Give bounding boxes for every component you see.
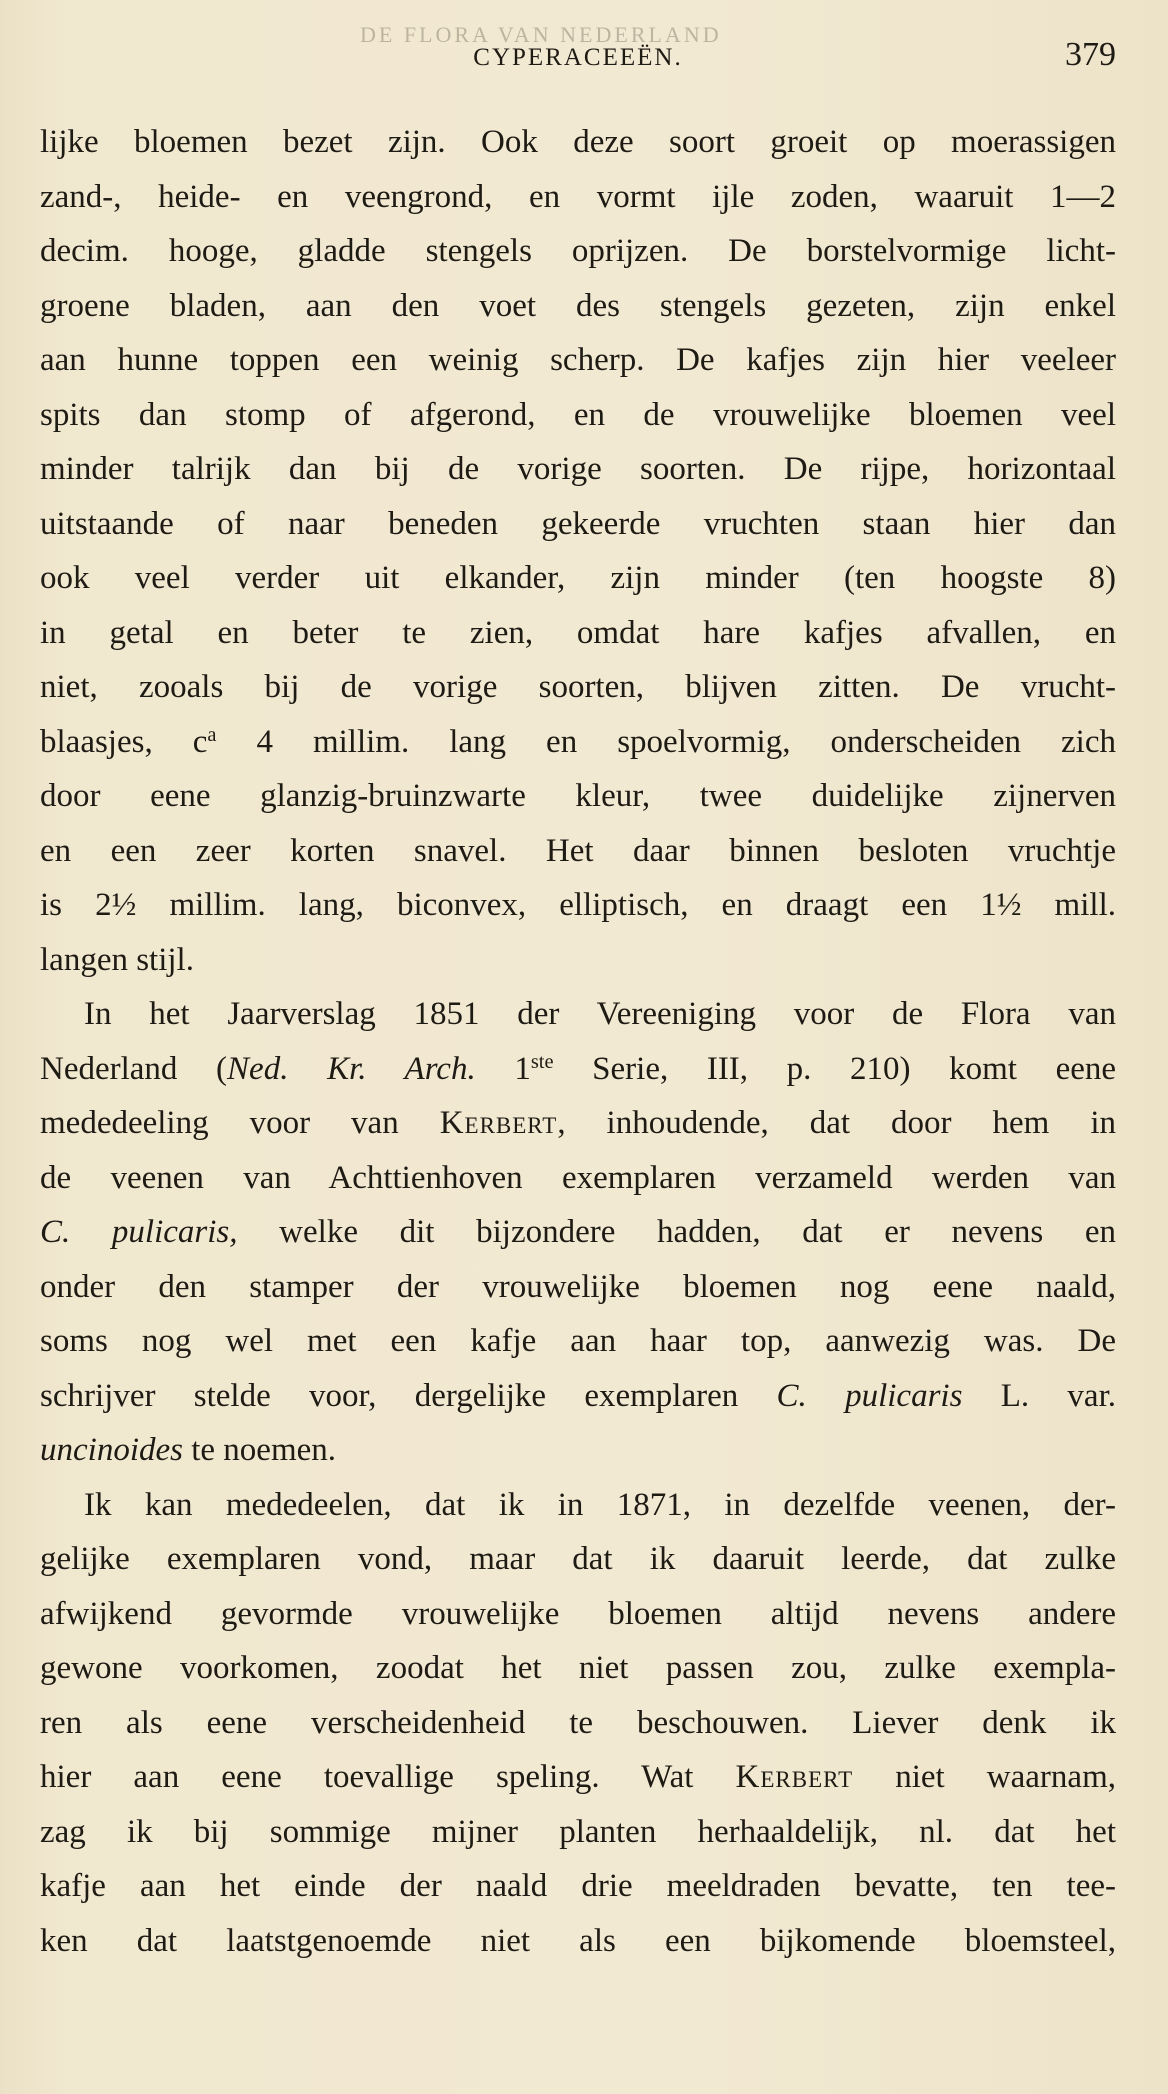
text-line [40,1042,1116,1097]
text-line [40,1750,1116,1805]
text-run: 1 [475,1050,531,1087]
text-run: , inhoudende, dat door hem in [557,1105,1116,1141]
author-name: Kerbert [439,1105,558,1141]
text-line: langen stijl. [40,941,194,978]
superscript: a [207,723,217,746]
text-line: onder den stamper der vrouwelijke bloemen nog eene naald, [40,1268,1116,1305]
text-line [40,1423,1116,1478]
text-line: niet, zooals bij de vorige soorten, blijven zitten. De vrucht- [40,669,1116,705]
text-line: afwijkend gevormde vrouwelijke bloemen altijd nevens andere [40,1595,1116,1632]
species-name: C. pulicaris, [40,1214,238,1250]
superscript: ste [530,1050,554,1073]
text-line [40,1205,1116,1260]
text-line: ken dat laatstgenoemde niet als een bijkomende bloemsteel, [40,1922,1116,1959]
text-line: In het Jaarverslag 1851 der Vereeniging voor de Flora van [84,996,1116,1032]
text-line: door eene glanzig-bruinzwarte kleur, twee duidelijke zijnerven [40,778,1116,814]
text-line: zag ik bij sommige mijner planten herhaaldelijk, nl. dat het [40,1813,1116,1850]
text-line: uitstaande of naar beneden gekeerde vruchten staan hier dan [40,505,1116,542]
running-head: CYPERACEEËN. [473,44,683,71]
text-line: aan hunne toppen een weinig scherp. De kafjes zijn hier veeleer [40,342,1116,378]
page-number: 379 [1065,36,1116,73]
text-line: zand-, heide- en veengrond, en vormt ijle zoden, waaruit 1—2 [40,178,1116,215]
text-run: L. var. [962,1377,1116,1414]
text-line: Ik kan mededeelen, dat ik in 1871, in dezelfde veenen, der- [84,1486,1116,1523]
text-line: in getal en beter te zien, omdat hare kafjes afvallen, en [40,614,1116,651]
text-line: en een zeer korten snavel. Het daar binnen besloten vruchtje [40,832,1116,869]
text-run: te noemen. [182,1432,337,1468]
text-line: de veenen van Achttienhoven exemplaren verzameld werden van [40,1159,1116,1196]
text-line: gelijke exemplaren vond, maar dat ik daaruit leerde, dat zulke [40,1541,1116,1577]
text-run: 4 millim. lang en spoelvormig, onderscheiden zich [216,723,1117,760]
author-name: Kerbert [735,1759,854,1795]
text-run: hier aan eene toevallige speling. Wat [40,1759,736,1795]
text-run: schrijver stelde voor, dergelijke exemplaren [40,1377,777,1414]
text-line: groene bladen, aan den voet des stengels gezeten, zijn enkel [40,287,1116,324]
text-line: soms nog wel met een kafje aan haar top, aanwezig was. De [40,1323,1116,1359]
text-run: Nederland ( [40,1050,228,1087]
text-run: niet waarnam, [853,1759,1116,1795]
page-header [40,36,1116,80]
text-line: lijke bloemen bezet zijn. Ook deze soort groeit op moerassigen [40,124,1116,160]
text-line [40,1369,1116,1424]
text-line [40,715,1116,770]
body-text [40,115,1116,1968]
text-line: ook veel verder uit elkander, zijn minder (ten hoogste 8) [40,560,1116,596]
text-run: blaasjes, c [40,723,208,760]
text-line: minder talrijk dan bij de vorige soorten. De rijpe, horizontaal [40,451,1116,487]
text-line: decim. hooge, gladde stengels oprijzen. De borstelvormige licht- [40,233,1116,269]
species-name: C. pulicaris [776,1377,963,1414]
bleed-through-text: DE FLORA VAN NEDERLAND [360,22,722,47]
text-run: Serie, III, p. 210) komt eene [553,1050,1117,1087]
variety-name: uncinoides [40,1432,183,1468]
text-run: welke dit bijzondere hadden, dat er nevens en [237,1214,1116,1250]
text-line: gewone voorkomen, zoodat het niet passen zou, zulke exempla- [40,1650,1116,1686]
text-line: kafje aan het einde der naald drie meeldraden bevatte, ten tee- [40,1868,1116,1904]
text-line: is 2½ millim. lang, biconvex, elliptisch, en draagt een 1½ mill. [40,887,1116,923]
text-line: ren als eene verscheidenheid te beschouwen. Liever denk ik [40,1704,1116,1741]
text-run: mededeeling voor van [40,1105,440,1141]
citation-italic: Ned. Kr. Arch. [227,1050,476,1087]
text-line: spits dan stomp of afgerond, en de vrouwelijke bloemen veel [40,396,1116,433]
text-line [40,1096,1116,1151]
